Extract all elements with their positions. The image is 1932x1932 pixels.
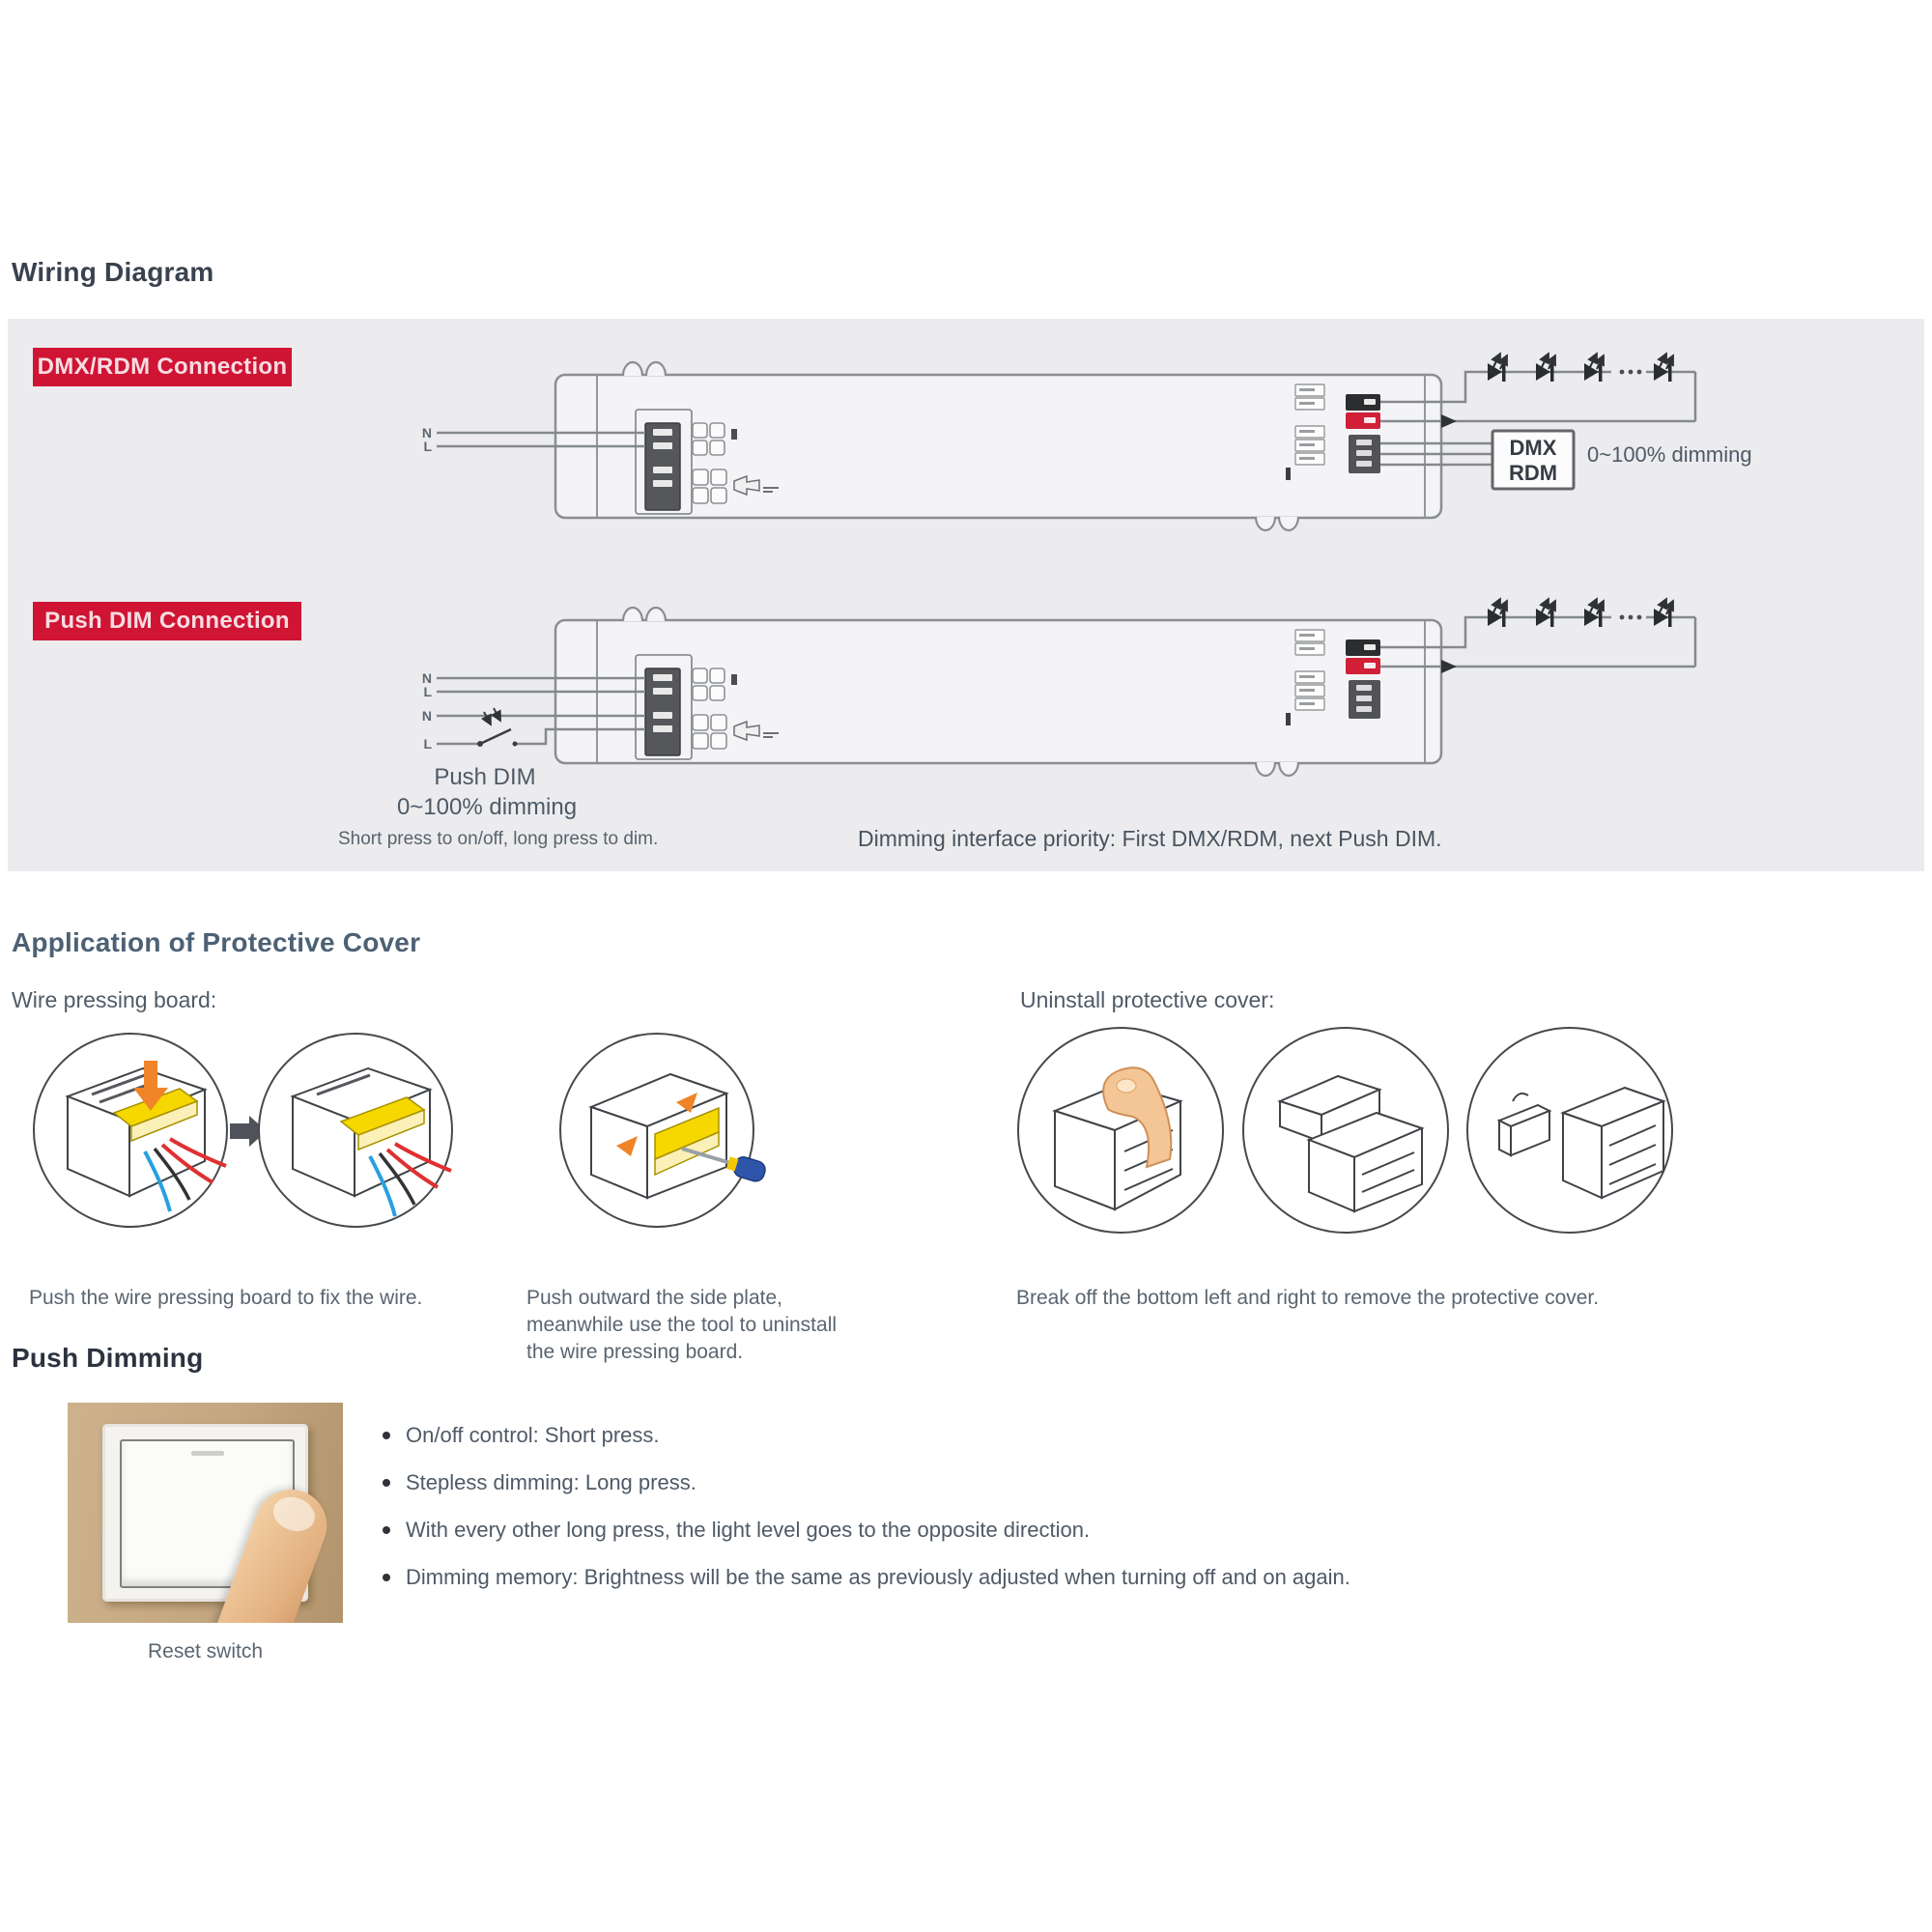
- circle-fix-wire-step2: [259, 1034, 452, 1227]
- bullet-text: Stepless dimming: Long press.: [406, 1470, 696, 1494]
- caption-side-plate-line: the wire pressing board.: [526, 1341, 744, 1363]
- dmx-box-label-bottom: RDM: [1508, 461, 1558, 485]
- circle-removed-cover: [1467, 1028, 1672, 1233]
- bullet-item: [383, 1469, 1851, 1496]
- cover-illustrations-svg: [0, 1005, 1932, 1261]
- wire-label: N: [421, 670, 432, 686]
- bullet-dot-icon: [383, 1526, 390, 1534]
- wiring-heading: Wiring Diagram: [12, 257, 214, 287]
- push-dimming-heading: Push Dimming: [12, 1343, 204, 1373]
- rocker-mark: [191, 1451, 224, 1456]
- bullet-item: [383, 1422, 1851, 1449]
- circle-open-cover: [1243, 1028, 1448, 1233]
- reset-switch-photo: [68, 1403, 343, 1623]
- dmx-rdm-box: [1492, 431, 1574, 489]
- wiring-diagram-svg: [0, 319, 1932, 871]
- push-dim-label: Push DIM: [434, 764, 536, 790]
- caption-side-plate-line: Push outward the side plate,: [526, 1287, 783, 1309]
- driver-unit: [555, 599, 1695, 776]
- push-dim-diagram: [338, 599, 1695, 849]
- bullet-text: Dimming memory: Brightness will be the same as previously adjusted when turning off and on again.: [406, 1565, 1350, 1589]
- push-dimming-label: 0~100% dimming: [396, 794, 578, 820]
- push-switch-icon: [477, 708, 518, 747]
- caption-side-plate: [526, 1285, 942, 1366]
- bullet-list: [383, 1422, 1851, 1611]
- bullet-text: On/off control: Short press.: [406, 1423, 660, 1447]
- priority-note: Dimming interface priority: First DMX/RDM, next Push DIM.: [858, 826, 1442, 851]
- wire-label: N: [421, 425, 432, 440]
- push-dim-connection-badge: Push DIM Connection: [33, 602, 301, 640]
- bullet-item: [383, 1517, 1851, 1544]
- caption-break-off: Break off the bottom left and right to remove the protective cover.: [1016, 1287, 1600, 1309]
- dmx-rdm-diagram: [422, 354, 1752, 530]
- dmx-dimming-label: 0~100% dimming: [1587, 442, 1752, 467]
- push-note: Short press to on/off, long press to dim.: [338, 829, 659, 849]
- fingernail-icon: [1117, 1079, 1136, 1093]
- circle-press-cover: [1018, 1028, 1223, 1233]
- uninstall-label: Uninstall protective cover:: [1020, 987, 1275, 1012]
- circle-fix-wire-step1: [34, 1034, 227, 1227]
- caption-push-board: Push the wire pressing board to fix the wire.: [29, 1287, 423, 1309]
- bullet-dot-icon: [383, 1574, 390, 1581]
- wire-label: L: [423, 736, 432, 752]
- wire-label: L: [423, 439, 432, 454]
- wire-label: N: [421, 708, 432, 724]
- circle-uninstall-tool: [560, 1034, 767, 1227]
- reset-switch-caption: Reset switch: [147, 1640, 264, 1662]
- bullet-dot-icon: [383, 1432, 390, 1439]
- wire-board-label: Wire pressing board:: [12, 987, 217, 1012]
- caption-side-plate-line: meanwhile use the tool to uninstall: [526, 1314, 838, 1336]
- dmx-box-label-top: DMX: [1509, 436, 1557, 460]
- fingertip-highlight: [269, 1492, 320, 1537]
- bullet-dot-icon: [383, 1479, 390, 1487]
- wire-label: L: [423, 684, 432, 699]
- bullet-item: [383, 1564, 1851, 1591]
- bullet-text: With every other long press, the light level goes to the opposite direction.: [406, 1518, 1091, 1542]
- cover-heading: Application of Protective Cover: [12, 927, 421, 957]
- dmx-connection-badge: DMX/RDM Connection: [33, 348, 292, 386]
